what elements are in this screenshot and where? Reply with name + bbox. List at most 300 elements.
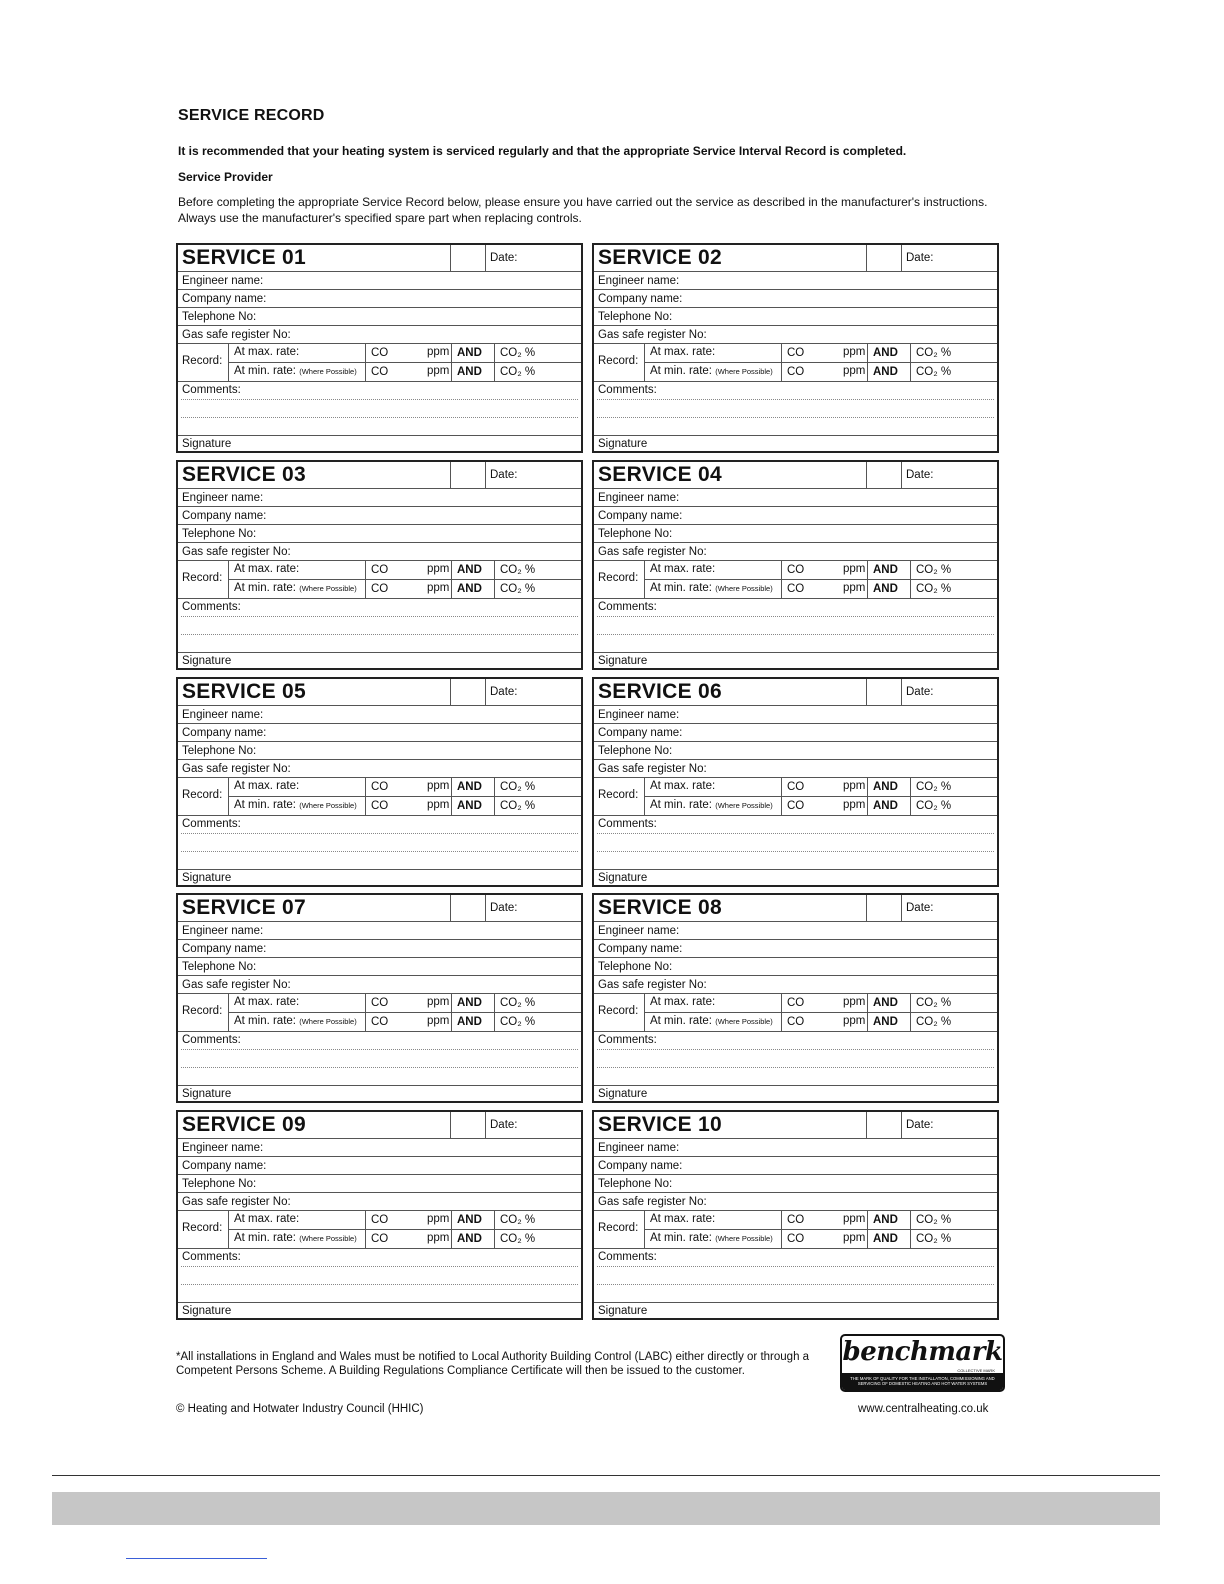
where-possible-note: (Where Possible) (299, 584, 357, 593)
max-rate-label: At max. rate: (650, 996, 716, 1008)
gas-safe-field[interactable]: Gas safe register No: (178, 326, 581, 344)
min-rate-label (650, 799, 773, 811)
min-rate-text: At min. rate: (234, 582, 296, 594)
co2-label: CO₂ % (494, 994, 535, 1012)
ppm-label: ppm (843, 1232, 866, 1244)
engineer-name-field[interactable]: Engineer name: (178, 489, 581, 507)
ppm-label: ppm (427, 780, 450, 792)
signature-field[interactable]: Signature (598, 872, 648, 884)
company-name-field[interactable]: Company name: (594, 290, 997, 308)
comment-line (181, 1266, 578, 1267)
co2-label: CO₂ % (910, 797, 951, 815)
record-readings (178, 778, 581, 816)
record-label: Record: (598, 789, 639, 801)
signature-field[interactable]: Signature (182, 1305, 232, 1317)
and-label: AND (451, 1013, 482, 1031)
max-rate-label: At max. rate: (234, 780, 300, 792)
date-box[interactable] (450, 462, 486, 488)
min-rate-label (234, 1015, 357, 1027)
record-label: Record: (598, 1005, 639, 1017)
co2-label: CO₂ % (494, 363, 535, 381)
min-rate-text: At min. rate: (234, 1015, 296, 1027)
comments-field[interactable] (178, 599, 581, 653)
footer-bar (52, 1492, 1160, 1525)
company-name-field[interactable]: Company name: (594, 724, 997, 742)
service-card (592, 243, 999, 453)
where-possible-note: (Where Possible) (299, 1234, 357, 1243)
service-card (176, 1110, 583, 1320)
date-box[interactable] (450, 1112, 486, 1138)
where-possible-note: (Where Possible) (715, 1234, 773, 1243)
service-card (592, 893, 999, 1103)
co-label: CO (781, 1013, 804, 1031)
min-rate-row[interactable] (229, 1013, 581, 1031)
gas-safe-field[interactable]: Gas safe register No: (594, 543, 997, 561)
co2-label: CO₂ % (494, 778, 535, 796)
date-field[interactable]: Date: (906, 252, 934, 264)
record-readings (178, 1211, 581, 1249)
comment-line (597, 1284, 994, 1285)
record-grid (644, 344, 997, 381)
engineer-name-field[interactable]: Engineer name: (594, 706, 997, 724)
record-grid (228, 994, 581, 1031)
co-label: CO (365, 1230, 388, 1248)
co-label: CO (781, 363, 804, 381)
date-field[interactable]: Date: (490, 686, 518, 698)
co-label: CO (781, 994, 804, 1012)
ppm-label: ppm (427, 996, 450, 1008)
service-title: SERVICE 05 (182, 680, 307, 703)
min-rate-text: At min. rate: (234, 799, 296, 811)
benchmark-logo-tagline: THE MARK OF QUALITY FOR THE INSTALLATION, COMMISSIONING AND SERVICING OF DOMESTIC HEATING AND HOT WATER SYSTEMS (842, 1373, 1003, 1390)
engineer-name-field[interactable]: Engineer name: (178, 1139, 581, 1157)
and-label: AND (867, 1211, 898, 1229)
date-box[interactable] (866, 1112, 902, 1138)
record-readings (178, 561, 581, 599)
record-readings (594, 994, 997, 1032)
ppm-label: ppm (427, 799, 450, 811)
service-card (592, 1110, 999, 1320)
service-card (592, 460, 999, 670)
where-possible-note: (Where Possible) (715, 801, 773, 810)
min-rate-label (650, 1015, 773, 1027)
comments-label: Comments: (182, 384, 241, 396)
comment-line (597, 1266, 994, 1267)
date-box[interactable] (450, 245, 486, 271)
max-rate-row[interactable] (645, 778, 997, 797)
and-label: AND (451, 1211, 482, 1229)
and-label: AND (867, 1230, 898, 1248)
record-grid (644, 778, 997, 815)
service-title: SERVICE 06 (598, 680, 723, 703)
and-label: AND (451, 561, 482, 579)
min-rate-row[interactable] (229, 580, 581, 598)
co-label: CO (365, 561, 388, 579)
comments-field[interactable] (594, 382, 997, 436)
max-rate-row[interactable] (645, 561, 997, 580)
telephone-field[interactable]: Telephone No: (594, 742, 997, 760)
record-label: Record: (182, 1222, 223, 1234)
max-rate-label: At max. rate: (650, 780, 716, 792)
engineer-name-field[interactable]: Engineer name: (178, 706, 581, 724)
where-possible-note: (Where Possible) (715, 584, 773, 593)
date-field[interactable]: Date: (906, 686, 934, 698)
signature-field[interactable]: Signature (598, 1305, 648, 1317)
and-label: AND (867, 580, 898, 598)
telephone-field[interactable]: Telephone No: (594, 525, 997, 543)
gas-safe-field[interactable]: Gas safe register No: (594, 1193, 997, 1211)
page-divider (52, 1475, 1160, 1476)
min-rate-label (234, 365, 357, 377)
min-rate-text: At min. rate: (234, 365, 296, 377)
comment-line (597, 616, 994, 617)
and-label: AND (867, 778, 898, 796)
signature-field[interactable]: Signature (598, 655, 648, 667)
min-rate-label (650, 582, 773, 594)
ppm-label: ppm (843, 1213, 866, 1225)
ppm-label: ppm (427, 1232, 450, 1244)
signature-field[interactable]: Signature (598, 438, 648, 450)
max-rate-label: At max. rate: (234, 1213, 300, 1225)
date-box[interactable] (450, 895, 486, 921)
service-card-header (178, 895, 581, 922)
co-label: CO (781, 778, 804, 796)
co2-label: CO₂ % (910, 363, 951, 381)
and-label: AND (451, 778, 482, 796)
date-box[interactable] (866, 895, 902, 921)
and-label: AND (867, 994, 898, 1012)
gas-safe-field[interactable]: Gas safe register No: (178, 760, 581, 778)
comment-line (181, 1049, 578, 1050)
max-rate-row[interactable] (229, 561, 581, 580)
max-rate-row[interactable] (229, 778, 581, 797)
co-label: CO (781, 344, 804, 362)
co-label: CO (365, 778, 388, 796)
company-name-field[interactable]: Company name: (178, 290, 581, 308)
engineer-name-field[interactable]: Engineer name: (594, 922, 997, 940)
min-rate-row[interactable] (229, 797, 581, 815)
comments-field[interactable] (178, 1032, 581, 1086)
where-possible-note: (Where Possible) (299, 367, 357, 376)
service-title: SERVICE 08 (598, 896, 723, 919)
service-card-header (594, 462, 997, 489)
where-possible-note: (Where Possible) (715, 367, 773, 376)
date-box[interactable] (866, 679, 902, 705)
comments-label: Comments: (598, 1251, 657, 1263)
min-rate-label (650, 365, 773, 377)
signature-field[interactable]: Signature (182, 1088, 232, 1100)
signature-field[interactable]: Signature (182, 438, 232, 450)
and-label: AND (451, 994, 482, 1012)
comments-field[interactable] (594, 1249, 997, 1303)
and-label: AND (867, 363, 898, 381)
min-rate-row[interactable] (645, 797, 997, 815)
service-title: SERVICE 07 (182, 896, 307, 919)
comment-line (597, 1049, 994, 1050)
telephone-field[interactable]: Telephone No: (178, 742, 581, 760)
comments-field[interactable] (178, 816, 581, 870)
record-grid (644, 1211, 997, 1248)
record-label: Record: (182, 1005, 223, 1017)
comment-line (181, 399, 578, 400)
service-title: SERVICE 02 (598, 246, 723, 269)
gas-safe-field[interactable]: Gas safe register No: (594, 326, 997, 344)
service-title: SERVICE 01 (182, 246, 307, 269)
company-name-field[interactable]: Company name: (594, 940, 997, 958)
min-rate-row[interactable] (229, 1230, 581, 1248)
engineer-name-field[interactable]: Engineer name: (178, 922, 581, 940)
company-name-field[interactable]: Company name: (594, 1157, 997, 1175)
comments-label: Comments: (182, 1034, 241, 1046)
min-rate-row[interactable] (645, 1230, 997, 1248)
ppm-label: ppm (843, 799, 866, 811)
comment-line (181, 417, 578, 418)
co-label: CO (781, 797, 804, 815)
record-grid (644, 561, 997, 598)
co-label: CO (365, 1013, 388, 1031)
and-label: AND (451, 1230, 482, 1248)
co2-label: CO₂ % (494, 344, 535, 362)
telephone-field[interactable]: Telephone No: (594, 1175, 997, 1193)
comments-label: Comments: (182, 818, 241, 830)
telephone-field[interactable]: Telephone No: (178, 958, 581, 976)
service-card-header (594, 1112, 997, 1139)
co2-label: CO₂ % (494, 1013, 535, 1031)
record-grid (228, 344, 581, 381)
max-rate-row[interactable] (645, 994, 997, 1013)
comment-line (597, 634, 994, 635)
service-card-header (594, 895, 997, 922)
telephone-field[interactable]: Telephone No: (594, 308, 997, 326)
record-readings (594, 344, 997, 382)
comment-line (597, 851, 994, 852)
copyright-text: © Heating and Hotwater Industry Council (HHIC) (176, 1403, 424, 1415)
min-rate-row[interactable] (645, 580, 997, 598)
date-field[interactable]: Date: (490, 1119, 518, 1131)
comment-line (597, 833, 994, 834)
comments-label: Comments: (182, 1251, 241, 1263)
co2-label: CO₂ % (910, 344, 951, 362)
and-label: AND (451, 580, 482, 598)
record-readings (178, 344, 581, 382)
and-label: AND (867, 344, 898, 362)
co2-label: CO₂ % (910, 778, 951, 796)
co-label: CO (365, 363, 388, 381)
co2-label: CO₂ % (494, 1211, 535, 1229)
co-label: CO (365, 994, 388, 1012)
record-readings (594, 1211, 997, 1249)
gas-safe-field[interactable]: Gas safe register No: (178, 1193, 581, 1211)
comments-field[interactable] (178, 382, 581, 436)
date-field[interactable]: Date: (490, 902, 518, 914)
company-name-field[interactable]: Company name: (178, 940, 581, 958)
date-field[interactable]: Date: (490, 469, 518, 481)
co-label: CO (365, 797, 388, 815)
min-rate-text: At min. rate: (234, 1232, 296, 1244)
recommendation-text: It is recommended that your heating system is serviced regularly and that the appropriate Service Interval Record is completed. (178, 144, 907, 158)
date-box[interactable] (450, 679, 486, 705)
record-readings (178, 994, 581, 1032)
engineer-name-field[interactable]: Engineer name: (594, 272, 997, 290)
record-grid (228, 778, 581, 815)
comment-line (597, 399, 994, 400)
date-field[interactable]: Date: (906, 469, 934, 481)
company-name-field[interactable]: Company name: (594, 507, 997, 525)
ppm-label: ppm (843, 365, 866, 377)
max-rate-label: At max. rate: (650, 1213, 716, 1225)
service-card-header (178, 245, 581, 272)
service-provider-heading: Service Provider (178, 170, 273, 184)
co-label: CO (781, 1230, 804, 1248)
record-label: Record: (182, 355, 223, 367)
comments-label: Comments: (598, 1034, 657, 1046)
signature-field[interactable]: Signature (182, 872, 232, 884)
ppm-label: ppm (843, 563, 866, 575)
company-name-field[interactable]: Company name: (178, 507, 581, 525)
min-rate-text: At min. rate: (650, 582, 712, 594)
instructions-text: Before completing the appropriate Service Record below, please ensure you have carried out the service as described in the manufacturer's instructions. Always use the manufacturer's specified spare part when replacing controls. (178, 195, 988, 225)
max-rate-row[interactable] (229, 344, 581, 363)
where-possible-note: (Where Possible) (715, 1017, 773, 1026)
date-field[interactable]: Date: (906, 902, 934, 914)
min-rate-text: At min. rate: (650, 1232, 712, 1244)
ppm-label: ppm (843, 996, 866, 1008)
max-rate-label: At max. rate: (650, 346, 716, 358)
telephone-field[interactable]: Telephone No: (178, 308, 581, 326)
engineer-name-field[interactable]: Engineer name: (178, 272, 581, 290)
comments-label: Comments: (182, 601, 241, 613)
service-card-header (178, 1112, 581, 1139)
min-rate-row[interactable] (645, 1013, 997, 1031)
and-label: AND (867, 1013, 898, 1031)
service-card (176, 893, 583, 1103)
signature-field[interactable]: Signature (182, 655, 232, 667)
date-field[interactable]: Date: (906, 1119, 934, 1131)
and-label: AND (451, 344, 482, 362)
co2-label: CO₂ % (910, 580, 951, 598)
ppm-label: ppm (427, 1015, 450, 1027)
gas-safe-field[interactable]: Gas safe register No: (594, 760, 997, 778)
comment-line (597, 417, 994, 418)
co-label: CO (781, 580, 804, 598)
comment-line (181, 616, 578, 617)
ppm-label: ppm (427, 582, 450, 594)
min-rate-row[interactable] (645, 363, 997, 381)
telephone-field[interactable]: Telephone No: (178, 525, 581, 543)
min-rate-label (234, 1232, 357, 1244)
gas-safe-field[interactable]: Gas safe register No: (178, 976, 581, 994)
max-rate-label: At max. rate: (234, 346, 300, 358)
benchmark-logo-word: benchmark (842, 1337, 1003, 1367)
co2-label: CO₂ % (910, 1013, 951, 1031)
where-possible-note: (Where Possible) (299, 801, 357, 810)
co-label: CO (365, 344, 388, 362)
comment-line (181, 851, 578, 852)
co-label: CO (365, 1211, 388, 1229)
ppm-label: ppm (427, 563, 450, 575)
and-label: AND (867, 561, 898, 579)
co2-label: CO₂ % (910, 1211, 951, 1229)
link-underline (126, 1558, 267, 1559)
telephone-field[interactable]: Telephone No: (594, 958, 997, 976)
max-rate-label: At max. rate: (234, 563, 300, 575)
service-title: SERVICE 09 (182, 1113, 307, 1136)
comment-line (181, 833, 578, 834)
comments-field[interactable] (594, 599, 997, 653)
date-box[interactable] (866, 245, 902, 271)
engineer-name-field[interactable]: Engineer name: (594, 489, 997, 507)
website-link[interactable]: www.centralheating.co.uk (858, 1403, 989, 1415)
max-rate-row[interactable] (229, 1211, 581, 1230)
co2-label: CO₂ % (910, 561, 951, 579)
company-name-field[interactable]: Company name: (178, 1157, 581, 1175)
record-readings (594, 561, 997, 599)
max-rate-row[interactable] (229, 994, 581, 1013)
co-label: CO (781, 1211, 804, 1229)
max-rate-row[interactable] (645, 1211, 997, 1230)
record-label: Record: (598, 1222, 639, 1234)
gas-safe-field[interactable]: Gas safe register No: (178, 543, 581, 561)
co2-label: CO₂ % (494, 580, 535, 598)
service-card-header (178, 462, 581, 489)
service-card (592, 677, 999, 887)
date-field[interactable]: Date: (490, 252, 518, 264)
comment-line (181, 634, 578, 635)
co-label: CO (365, 580, 388, 598)
service-title: SERVICE 10 (598, 1113, 723, 1136)
service-card (176, 460, 583, 670)
record-readings (594, 778, 997, 816)
max-rate-label: At max. rate: (650, 563, 716, 575)
service-card (176, 243, 583, 453)
comment-line (181, 1067, 578, 1068)
co2-label: CO₂ % (494, 1230, 535, 1248)
min-rate-text: At min. rate: (650, 1015, 712, 1027)
record-grid (228, 1211, 581, 1248)
record-label: Record: (598, 572, 639, 584)
ppm-label: ppm (427, 365, 450, 377)
min-rate-row[interactable] (229, 363, 581, 381)
comment-line (597, 1067, 994, 1068)
telephone-field[interactable]: Telephone No: (178, 1175, 581, 1193)
co2-label: CO₂ % (910, 1230, 951, 1248)
record-grid (644, 994, 997, 1031)
record-label: Record: (598, 355, 639, 367)
service-card (176, 677, 583, 887)
ppm-label: ppm (843, 582, 866, 594)
ppm-label: ppm (843, 346, 866, 358)
comments-field[interactable] (594, 816, 997, 870)
ppm-label: ppm (427, 1213, 450, 1225)
max-rate-row[interactable] (645, 344, 997, 363)
engineer-name-field[interactable]: Engineer name: (594, 1139, 997, 1157)
company-name-field[interactable]: Company name: (178, 724, 581, 742)
comments-field[interactable] (178, 1249, 581, 1303)
signature-field[interactable]: Signature (598, 1088, 648, 1100)
service-card-header (594, 245, 997, 272)
benchmark-logo (840, 1334, 1005, 1392)
co2-label: CO₂ % (494, 561, 535, 579)
comments-field[interactable] (594, 1032, 997, 1086)
service-title: SERVICE 04 (598, 463, 723, 486)
min-rate-label (234, 582, 357, 594)
date-box[interactable] (866, 462, 902, 488)
ppm-label: ppm (427, 346, 450, 358)
gas-safe-field[interactable]: Gas safe register No: (594, 976, 997, 994)
service-card-header (178, 679, 581, 706)
and-label: AND (867, 797, 898, 815)
min-rate-label (234, 799, 357, 811)
